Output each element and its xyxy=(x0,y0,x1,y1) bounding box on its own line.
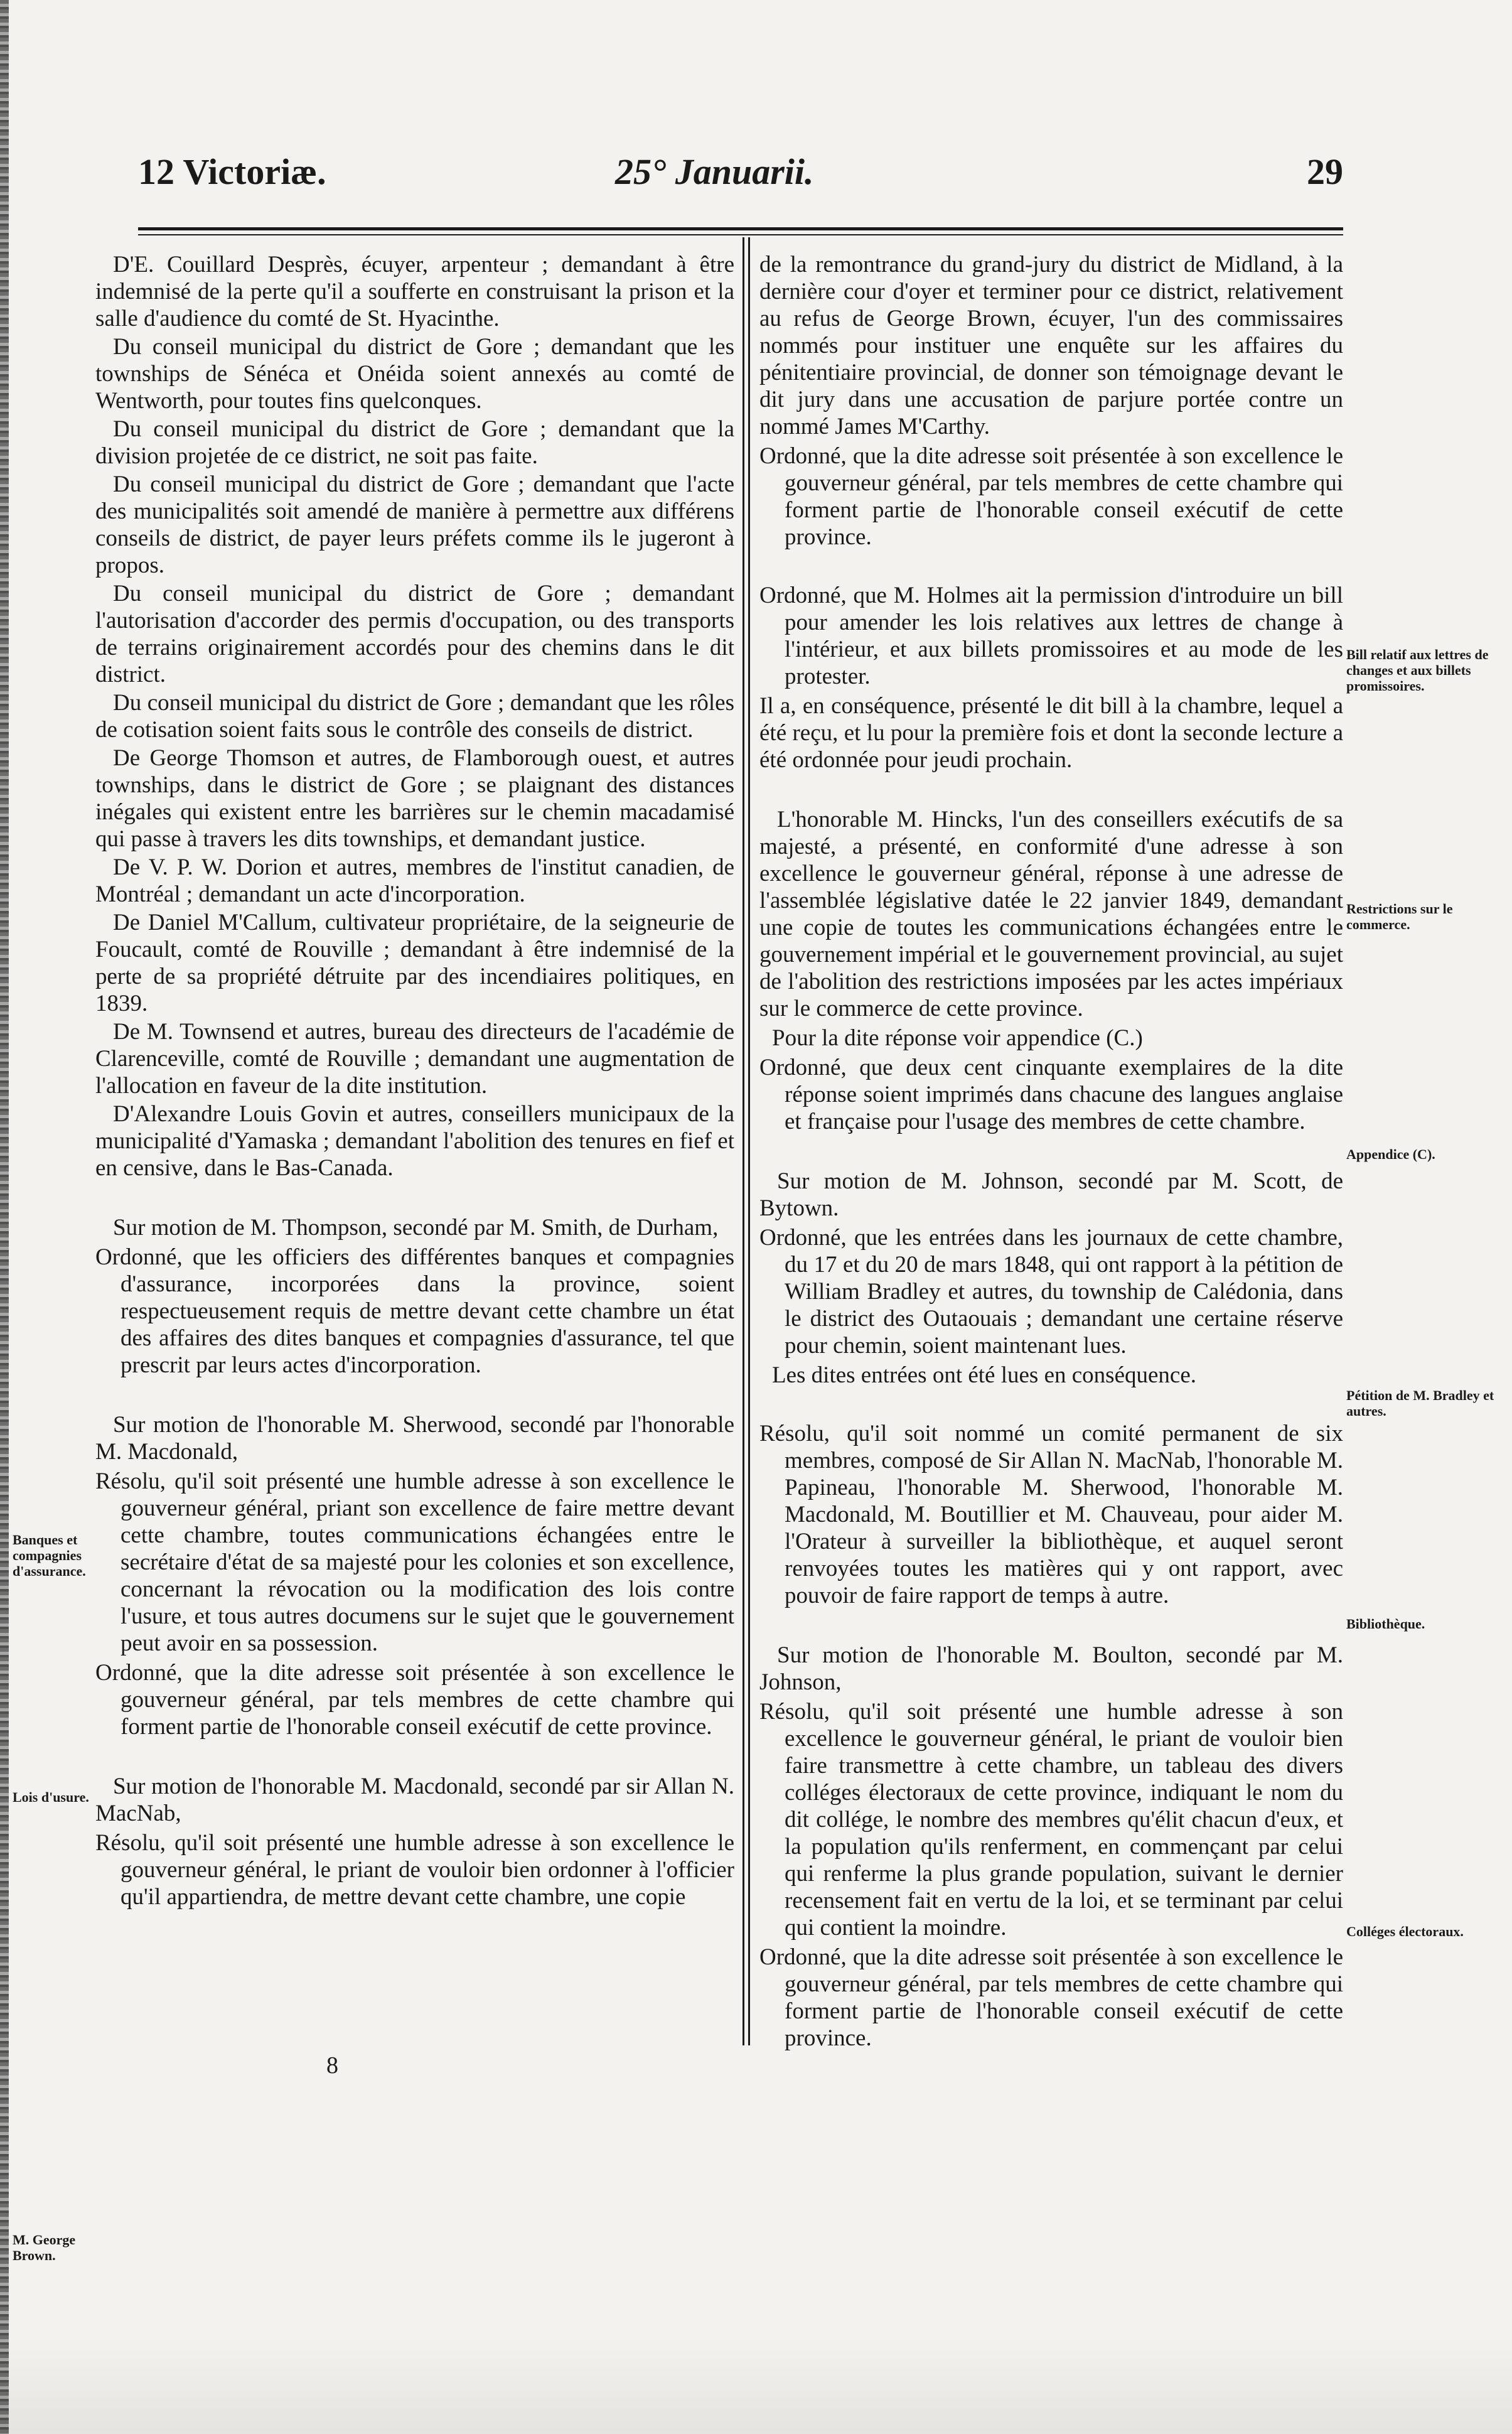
order-colleges: Ordonné, que la dite adresse soit présentée à son excellence le gouverneur général, par tels membres de cette chambre qui forment partie de l'honorable conseil exécutif de cette province. xyxy=(759,1944,1343,2051)
page-number: 29 xyxy=(1307,151,1343,192)
petition-entry: De M. Townsend et autres, bureau des directeurs de l'académie de Clarenceville, comté de Rouville ; demandant une augmentation de l'allocation en faveur de la dite institution. xyxy=(95,1019,734,1099)
header-date: 25° Januarii. xyxy=(615,151,814,192)
signature-mark: 8 xyxy=(326,2052,338,2079)
margin-note-banks: Banques et compagnies d'assurance. xyxy=(13,1532,86,1579)
motion-banks: Sur motion de M. Thompson, secondé par M. Smith, de Durham, xyxy=(113,1215,719,1241)
petition-entry: De Daniel M'Callum, cultivateur propriétaire, de la seigneurie de Foucault, comté de Rouville ; demandant à être indemnisé de la perte de sa propriété détruite par des incendiaires politiques, en 1839. xyxy=(95,910,734,1016)
header-regnal-year: 12 Victoriæ. xyxy=(138,151,326,192)
order-bradley: Ordonné, que les entrées dans les journaux de cette chambre, du 17 et du 20 de mars 1848, qui ont rapport à la pétition de William Bradley et autres, du township de Calédonia, dans le district des Outaouais ; demandant une certaine réserve pour chemin, soient maintenant lues. xyxy=(759,1225,1343,1359)
order-banks: Ordonné, que les officiers des différentes banques et compagnies d'assurance, incorporées dans la province, soient respectueusement requis de mettre devant cette chambre un état des affaires des dites banques et compagnies d'assurance, tel que prescrit par leurs actes d'incorporation. xyxy=(95,1244,734,1378)
margin-note-library: Bibliothèque. xyxy=(1346,1616,1425,1632)
scan-binding-edge xyxy=(0,0,9,2434)
margin-note-usury: Lois d'usure. xyxy=(13,1789,89,1805)
order-bill: Ordonné, que M. Holmes ait la permission d'introduire un bill pour amender les lois relatives aux lettres de change à l'intérieur, et aux billets promissoires et au mode de les protester. xyxy=(759,583,1343,689)
resolve-colleges: Résolu, qu'il soit présenté une humble adresse à son excellence le gouverneur général, le priant de vouloir bien faire transmettre à cette chambre, un tableau des divers colléges électoraux de cette province, indiquant le nom du dit collége, le nombre des membres qu'élit chacun d'eux, et la population qu'ils renferment, en commençant par celui qui renferme la plus grande population, suivant le dernier recensement fait en vertu de la loi, et se terminant par celui qui contient la moindre. xyxy=(759,1699,1343,1941)
entries-read: Les dites entrées ont été lues en conséquence. xyxy=(772,1362,1197,1388)
petition-entry: Du conseil municipal du district de Gore ; demandant que les townships de Sénéca et Onéida soient annexés au comté de Wentworth, pour toutes fins quelconques. xyxy=(95,334,734,414)
motion-johnson: Sur motion de M. Johnson, secondé par M. Scott, de Bytown. xyxy=(759,1168,1343,1221)
scan-bottom-shadow xyxy=(0,2335,1512,2434)
margin-note-bradley: Pétition de M. Bradley et autres. xyxy=(1346,1387,1494,1419)
motion-boulton: Sur motion de l'honorable M. Boulton, secondé par M. Johnson, xyxy=(759,1642,1343,1695)
page-header xyxy=(138,151,1343,207)
column-divider xyxy=(748,237,750,2045)
hincks-report: L'honorable M. Hincks, l'un des conseillers exécutifs de sa majesté, a présenté, en conformité d'une adresse à son excellence le gouverneur général, réponse à une adresse de l'assemblée législative datée le 22 janvier 1849, demandant une copie de toutes les communications échangées entre le gouvernement impérial et le gouvernement provincial, au sujet de l'abolition des restrictions imposées par les actes impériaux sur le commerce de cette province. xyxy=(759,807,1343,1021)
motion-usury: Sur motion de l'honorable M. Sherwood, secondé par l'honorable M. Macdonald, xyxy=(95,1412,734,1465)
resolve-library: Résolu, qu'il soit nommé un comité permanent de six membres, composé de Sir Allan N. MacNab, l'honorable M. Papineau, l'honorable M. Sherwood, l'honorable M. Macdonald, M. Boutillier et M. Chauveau, pour aider M. l'Orateur à surveiller la bibliothèque, et auquel seront renvoyées toutes les matières qui y ont rapport, avec pouvoir de faire rapport de temps à autre. xyxy=(759,1421,1343,1608)
resolve-brown: Résolu, qu'il soit présenté une humble adresse à son excellence le gouverneur général, le priant de vouloir bien ordonner à l'officier qu'il appartiendra, de mettre devant cette chambre, une copie xyxy=(95,1830,734,1910)
header-rule-thick xyxy=(138,227,1343,230)
brown-continued: de la remontrance du grand-jury du district de Midland, à la dernière cour d'oyer et terminer pour ce district, relativement au refus de George Brown, écuyer, l'un des commissaires nommés pour instituer une enquête sur les affaires du pénitentiaire provincial, de donner son témoignage devant le dit jury dans une accusation de parjure portée contre un nommé James M'Carthy. xyxy=(759,252,1343,439)
margin-note-appendix: Appendice (C). xyxy=(1346,1146,1435,1162)
right-column xyxy=(759,251,1343,2054)
petition-entry: D'Alexandre Louis Govin et autres, conseillers municipaux de la municipalité d'Yamaska ; demandant l'abolition des tenures en fief et en censive, dans le Bas-Canada. xyxy=(95,1101,734,1181)
bill-read: Il a, en conséquence, présenté le dit bill à la chambre, lequel a été reçu, et lu pour la première fois et dont la seconde lecture a été ordonnée pour jeudi prochain. xyxy=(759,693,1343,773)
petition-entry: De V. P. W. Dorion et autres, membres de l'institut canadien, de Montréal ; demandant un acte d'incorporation. xyxy=(95,854,734,907)
header-rule-thin xyxy=(138,234,1343,235)
petition-entry: Du conseil municipal du district de Gore ; demandant l'autorisation d'accorder des permis d'occupation, ou des transports de terrains originairement accordés pour des chemins dans le dit district. xyxy=(95,581,734,687)
left-column xyxy=(95,251,734,1913)
margin-note-brown: M. George Brown. xyxy=(13,2232,76,2263)
petition-entry: De George Thomson et autres, de Flamborough ouest, et autres townships, dans le district de Gore ; se plaignant des distances inégales qui existent entre les barrières sur le chemin macadamisé qui passe à travers les dits townships, et demandant justice. xyxy=(95,745,734,852)
petition-entry: Du conseil municipal du district de Gore ; demandant que la division projetée de ce district, ne soit pas faite. xyxy=(95,416,734,469)
margin-note-colleges: Colléges électoraux. xyxy=(1346,1924,1464,1939)
order-brown: Ordonné, que la dite adresse soit présentée à son excellence le gouverneur général, par tels membres de cette chambre qui forment partie de l'honorable conseil exécutif de cette province. xyxy=(759,443,1343,550)
column-divider xyxy=(743,237,744,2045)
order-usury: Ordonné, que la dite adresse soit présentée à son excellence le gouverneur général, par tels membres de cette chambre qui forment partie de l'honorable conseil exécutif de cette province. xyxy=(95,1660,734,1740)
order-print: Ordonné, que deux cent cinquante exemplaires de la dite réponse soient imprimés dans chacune des langues anglaise et française pour l'usage des membres de cette chambre. xyxy=(759,1055,1343,1134)
margin-note-restrictions: Restrictions sur le commerce. xyxy=(1346,901,1453,932)
resolve-usury: Résolu, qu'il soit présenté une humble adresse à son excellence le gouverneur général, priant son excellence de faire mettre devant cette chambre, toutes communications échangées entre le secrétaire d'état de sa majesté pour les colonies et son excellence, concernant la révocation ou la modification des lois contre l'usure, et tous autres documens sur le sujet que le gouvernement peut avoir en sa possession. xyxy=(95,1468,734,1656)
petition-entry: Du conseil municipal du district de Gore ; demandant que les rôles de cotisation soient faits sous le contrôle des conseils de district. xyxy=(95,690,734,743)
petition-entry: Du conseil municipal du district de Gore ; demandant que l'acte des municipalités soit amendé de manière à permettre aux différens conseils de district, de payer leurs préfets comme ils le jugeront à propos. xyxy=(95,471,734,578)
see-appendix: Pour la dite réponse voir appendice (C.) xyxy=(772,1025,1143,1051)
petition-entry: D'E. Couillard Desprès, écuyer, arpenteur ; demandant à être indemnisé de la perte qu'il a soufferte en construisant la prison et la salle d'audience du comté de St. Hyacinthe. xyxy=(95,252,734,331)
margin-note-bill: Bill relatif aux lettres de changes et aux billets promissoires. xyxy=(1346,647,1489,694)
motion-brown: Sur motion de l'honorable M. Macdonald, secondé par sir Allan N. MacNab, xyxy=(95,1774,734,1826)
